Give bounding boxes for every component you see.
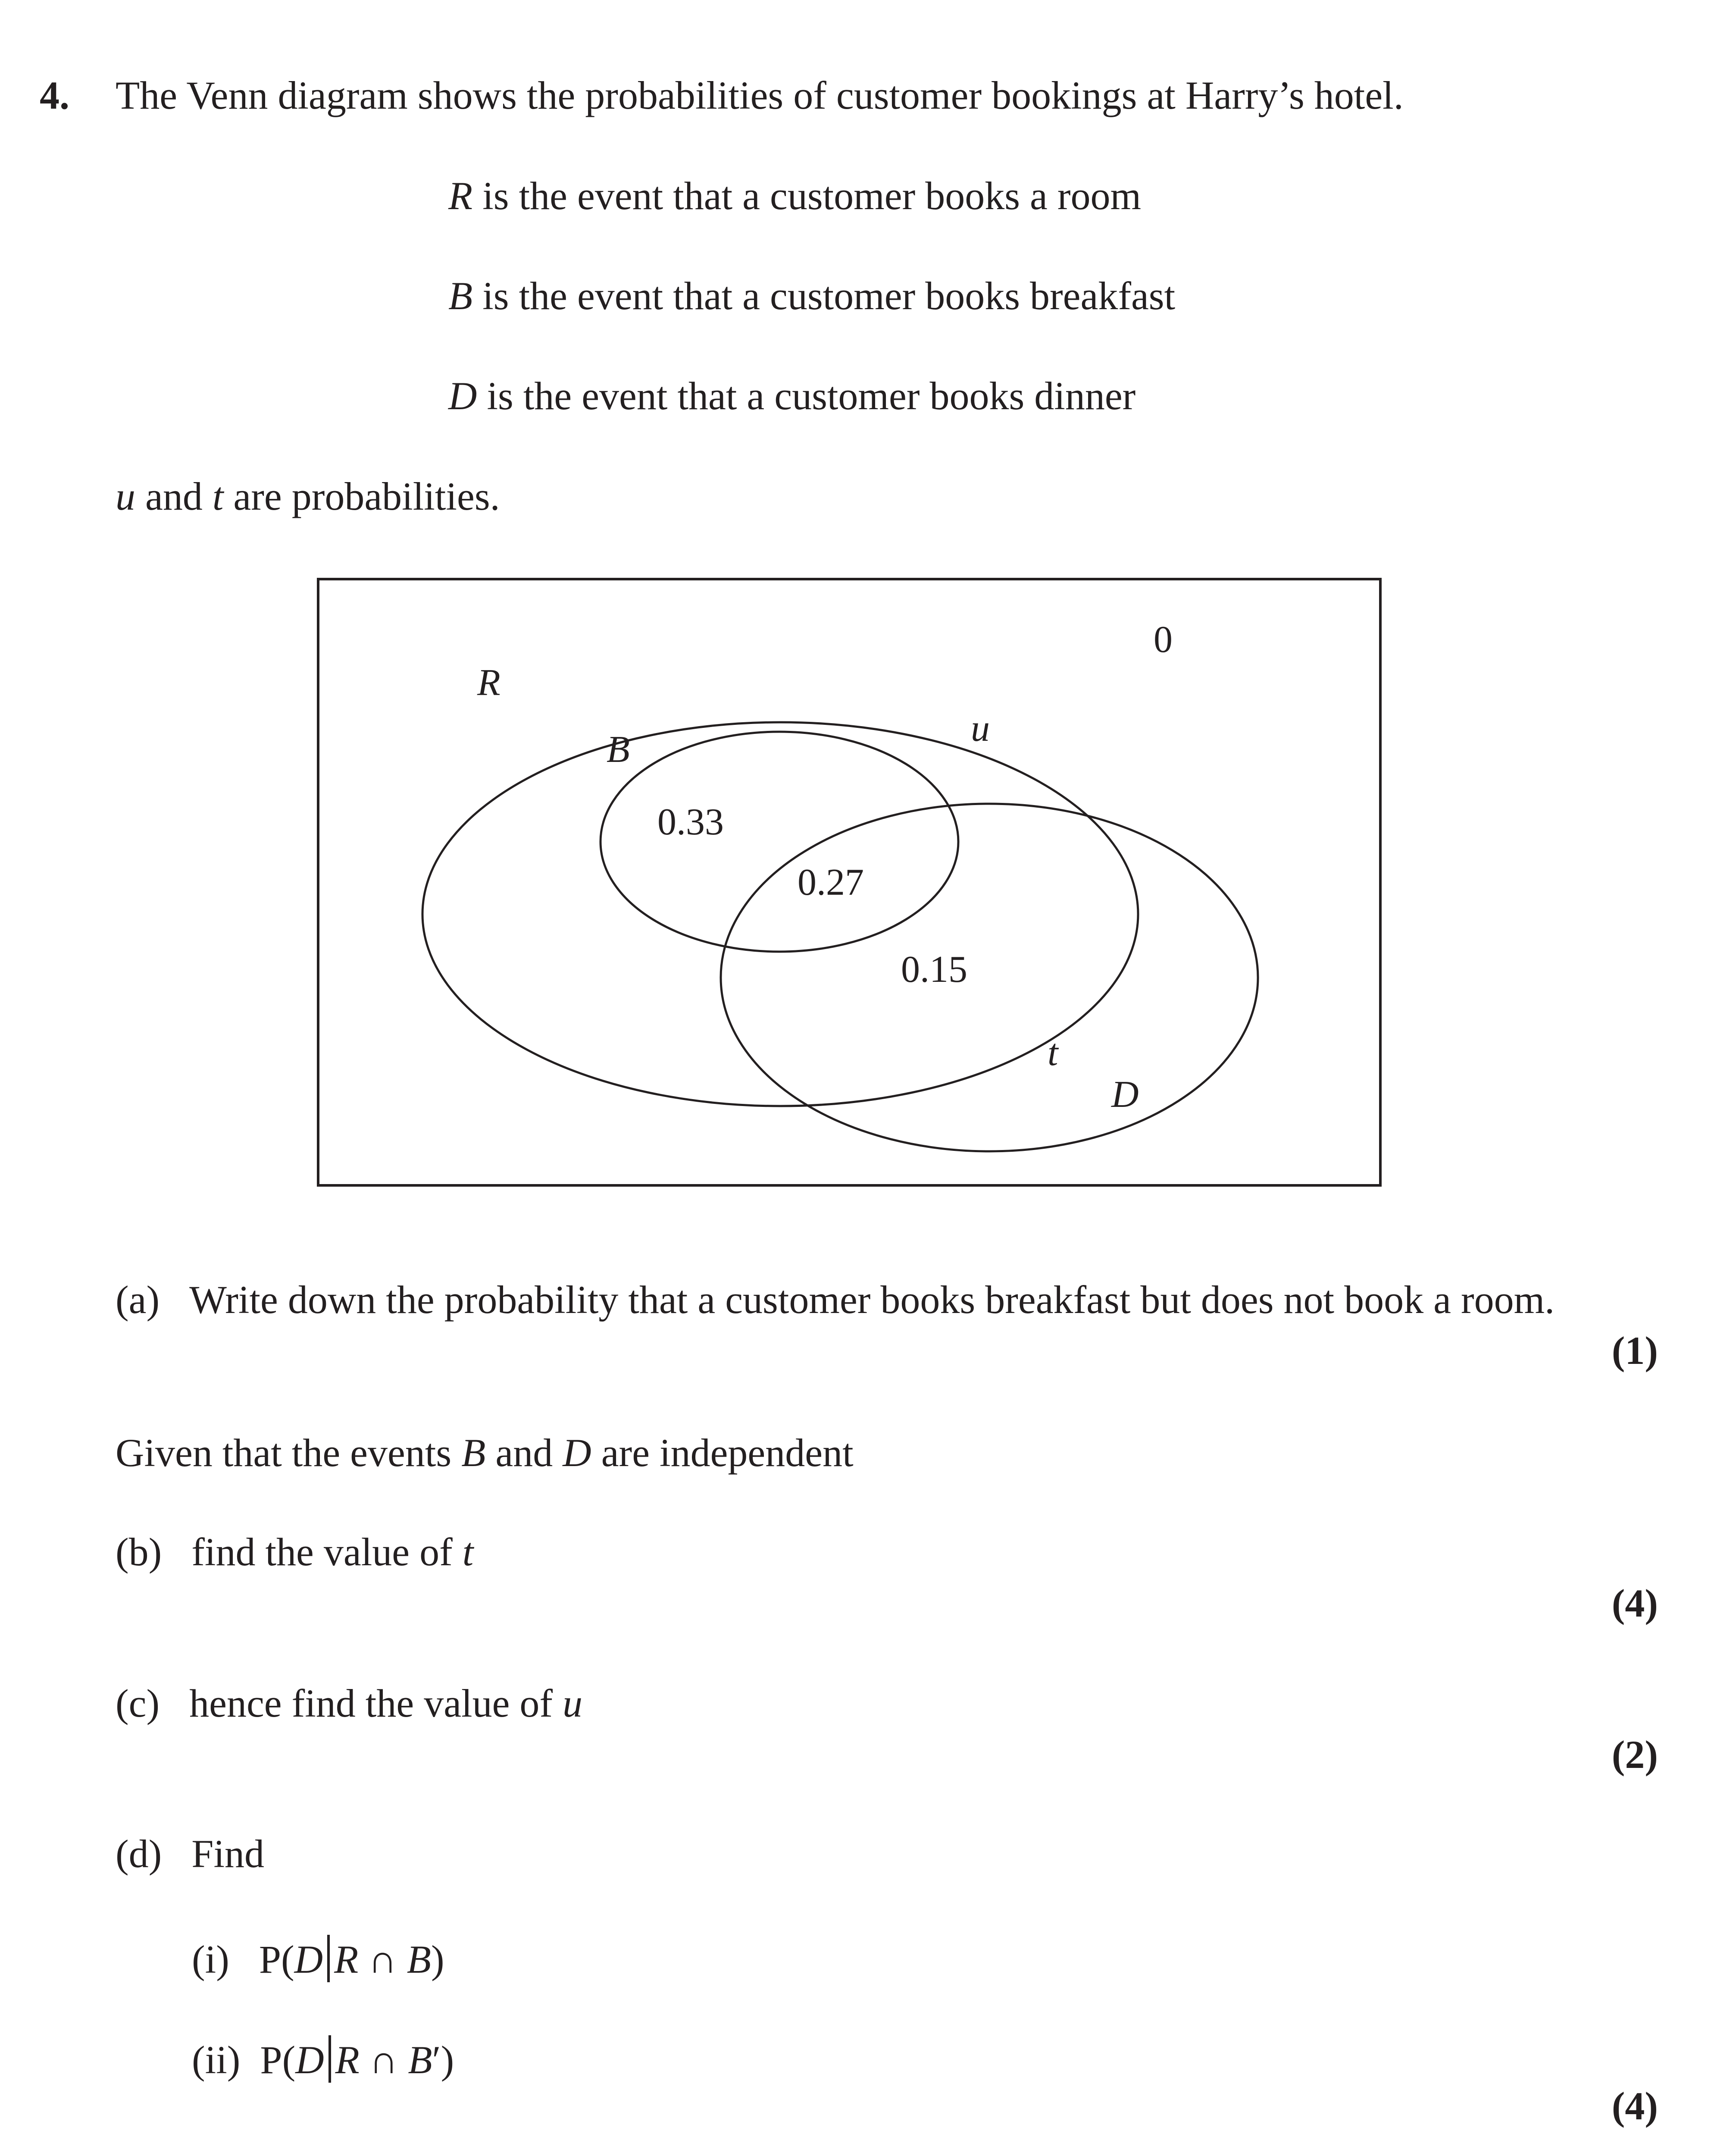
given-mid: and (485, 1431, 563, 1475)
part-b-var: t (462, 1530, 474, 1574)
part-d-i-cap: ∩ (358, 1937, 407, 1981)
part-d-ii-cap: ∩ (359, 2038, 408, 2082)
given-bar (328, 2035, 331, 2083)
part-d-i-p: P( (259, 1937, 294, 1981)
part-d-marks: (4) (1611, 2084, 1658, 2128)
venn-circle-d (721, 804, 1258, 1151)
event-b-definition (448, 276, 1175, 316)
given-b: B (461, 1431, 486, 1475)
venn-circle-r (422, 722, 1138, 1106)
given-post: are independent (591, 1431, 854, 1475)
part-c-marks: (2) (1611, 1733, 1658, 1777)
part-c-var: u (563, 1681, 583, 1725)
part-d-ii-prime: ′ (432, 2038, 441, 2082)
probabilities-note (116, 476, 500, 516)
part-c-label: (c) (116, 1681, 160, 1725)
event-r-text: is the event that a customer books a room (472, 174, 1142, 218)
part-d-label: (d) (116, 1832, 162, 1876)
event-r-symbol: R (448, 174, 473, 218)
venn-value-b-only: 0.33 (657, 801, 724, 843)
given-d: D (563, 1431, 591, 1475)
part-d-i-b: B (407, 1937, 431, 1981)
venn-value-r-and-d: 0.15 (901, 949, 967, 990)
part-d-i-label: (i) (192, 1937, 229, 1981)
note-rest: are probabilities. (223, 474, 500, 518)
event-d-text: is the event that a customer books dinner (477, 374, 1136, 418)
var-u: u (116, 474, 135, 518)
venn-label-r: R (477, 662, 500, 704)
venn-label-d: D (1111, 1074, 1139, 1116)
part-d (116, 1834, 264, 1874)
venn-label-u: u (971, 708, 990, 749)
venn-diagram (317, 578, 1382, 1187)
venn-value-b-and-d: 0.27 (798, 862, 864, 903)
part-b-label: (b) (116, 1530, 162, 1574)
given-pre: Given that the events (116, 1431, 462, 1475)
event-b-symbol: B (448, 274, 473, 318)
event-r-definition (448, 176, 1141, 216)
given-independent (116, 1433, 854, 1473)
part-d-ii-close: ) (441, 2038, 454, 2082)
part-c (116, 1683, 582, 1723)
var-t: t (212, 474, 224, 518)
venn-label-t: t (1048, 1032, 1058, 1074)
part-b (116, 1532, 473, 1572)
part-c-text: hence find the value of (189, 1681, 563, 1725)
part-d-i-close: ) (431, 1937, 444, 1981)
part-d-ii-p: P( (260, 2038, 296, 2082)
question-intro: The Venn diagram shows the probabilities of customer bookings at Harry’s hotel. (116, 73, 1404, 117)
event-d-definition (448, 376, 1135, 416)
event-d-symbol: D (448, 374, 477, 418)
question-number: 4. (40, 73, 69, 117)
event-b-text: is the event that a customer books breakfast (472, 274, 1176, 318)
part-d-i-d: D (294, 1937, 323, 1981)
part-d-i (192, 1935, 444, 1982)
part-d-ii-d: D (295, 2038, 324, 2082)
part-a-marks: (1) (1611, 1329, 1658, 1373)
part-b-marks: (4) (1611, 1581, 1658, 1625)
part-d-ii-r: R (335, 2038, 360, 2082)
part-d-text: Find (191, 1832, 265, 1876)
part-d-ii (192, 2035, 454, 2083)
part-a-label: (a) (116, 1278, 160, 1322)
venn-value-outside: 0 (1154, 619, 1173, 661)
part-a-text: Write down the probability that a customer books breakfast but does not book a room. (189, 1278, 1555, 1322)
given-bar (327, 1935, 330, 1982)
part-a (116, 1278, 1555, 1322)
part-d-ii-label: (ii) (192, 2038, 241, 2082)
venn-circle-b (601, 732, 958, 952)
part-d-i-r: R (334, 1937, 359, 1981)
venn-label-b: B (607, 729, 630, 771)
part-d-ii-b: B (408, 2038, 432, 2082)
part-b-text: find the value of (191, 1530, 463, 1574)
note-and: and (135, 474, 213, 518)
